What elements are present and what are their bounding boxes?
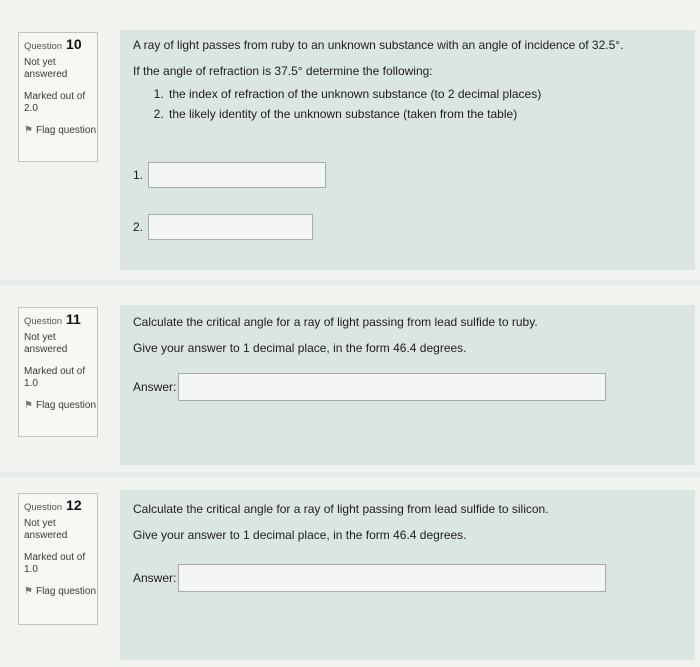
question-info-11	[18, 307, 98, 437]
answer-input[interactable]	[178, 564, 606, 592]
question-marks: Marked out of 1.0	[24, 366, 86, 389]
answer-input-1[interactable]	[148, 162, 326, 188]
question-label: Question	[24, 41, 63, 52]
flag-icon: ⚑	[24, 125, 33, 136]
list-item: 2. the likely identity of the unknown substance (taken from the table)	[167, 104, 688, 124]
answer-label: Answer:	[133, 571, 177, 585]
question-status: Not yet answered	[24, 518, 68, 541]
flag-question-button[interactable]	[24, 400, 97, 412]
answer-row-1	[133, 162, 326, 188]
flag-icon: ⚑	[24, 586, 33, 597]
answer-row	[133, 564, 606, 592]
flag-label: Flag question	[35, 125, 97, 136]
answer-label-2: 2.	[133, 220, 144, 234]
question-text-line-2: If the angle of refraction is 37.5° determine the following:	[133, 64, 433, 78]
question-items	[133, 84, 688, 124]
question-title	[24, 38, 97, 53]
separator	[0, 280, 700, 285]
answer-input[interactable]	[178, 373, 606, 401]
flag-label: Flag question	[35, 400, 97, 411]
question-text-line-1: A ray of light passes from ruby to an unknown substance with an angle of incidence of 32.5°.	[133, 38, 624, 52]
question-number: 11	[66, 311, 81, 327]
list-item: 1. the index of refraction of the unknown substance (to 2 decimal places)	[167, 84, 688, 104]
question-content-10	[120, 30, 695, 270]
question-number: 12	[66, 497, 82, 513]
question-text-line-2: Give your answer to 1 decimal place, in the form 46.4 degrees.	[133, 528, 467, 542]
question-status: Not yet answered	[24, 332, 68, 355]
flag-question-button[interactable]	[24, 125, 97, 137]
answer-label-1: 1.	[133, 168, 144, 182]
question-text-line-1: Calculate the critical angle for a ray of light passing from lead sulfide to ruby.	[133, 315, 538, 329]
question-content-12	[120, 490, 695, 660]
answer-row	[133, 373, 606, 401]
question-label: Question	[24, 316, 63, 327]
flag-label: Flag question	[35, 586, 97, 597]
question-title	[24, 313, 97, 328]
question-info-10	[18, 32, 98, 162]
question-info-12	[18, 493, 98, 625]
question-text-line-1: Calculate the critical angle for a ray of light passing from lead sulfide to silicon.	[133, 502, 549, 516]
answer-row-2	[133, 214, 313, 240]
question-marks: Marked out of 2.0	[24, 91, 86, 114]
flag-question-button[interactable]	[24, 586, 97, 598]
question-title	[24, 499, 97, 514]
question-text-line-2: Give your answer to 1 decimal place, in the form 46.4 degrees.	[133, 341, 467, 355]
question-marks: Marked out of 1.0	[24, 552, 86, 575]
question-content-11	[120, 305, 695, 465]
question-status: Not yet answered	[24, 57, 68, 80]
separator	[0, 472, 700, 477]
question-label: Question	[24, 502, 63, 513]
answer-input-2[interactable]	[148, 214, 313, 240]
flag-icon: ⚑	[24, 400, 33, 411]
question-number: 10	[66, 36, 82, 52]
answer-label: Answer:	[133, 380, 177, 394]
